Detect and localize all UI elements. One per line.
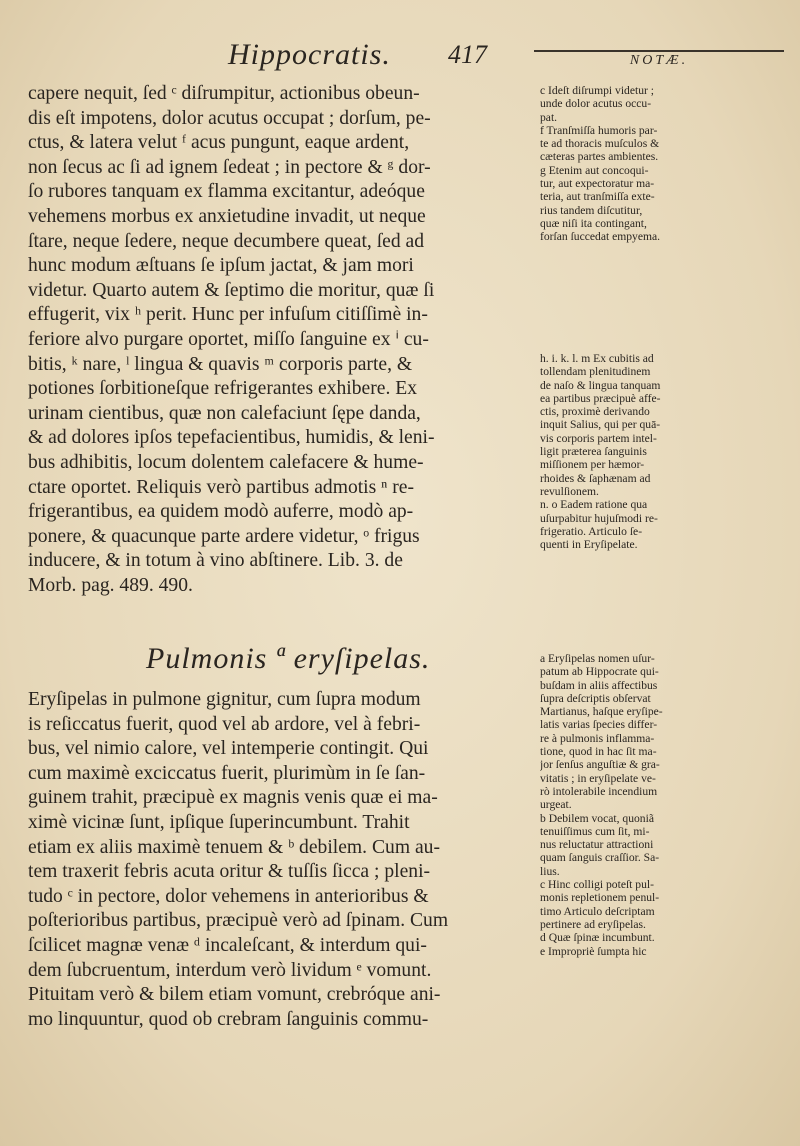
note-line: frigeratio. Articulo ſe- — [540, 524, 643, 538]
note-line: patum ab Hippocrate qui- — [540, 665, 659, 679]
text-line: bus adhibitis, locum dolentem calefacere & hume- — [28, 451, 424, 473]
note-line: rius tandem diſcutitur, — [540, 203, 643, 217]
text-line: ſo rubores tanquam ex flamma excitantur, adeóque — [28, 181, 425, 203]
text-line: & ad dolores ipſos tepefacientibus, humidis, & leni- — [28, 427, 435, 449]
note-line: nus reluctatur attractioni — [540, 838, 654, 852]
page-header — [0, 38, 800, 78]
text-line: effugerit, vix ʰ perit. Hunc per infuſum citiſſimè in- — [28, 304, 428, 326]
text-line: vehemens morbus ex anxietudine invadit, ut neque — [28, 205, 426, 227]
note-line: latis varias ſpecies differ- — [540, 718, 658, 732]
note-line: unde dolor acutus occu- — [540, 97, 652, 111]
note-line: ctis, proximè derivando — [540, 405, 650, 419]
note-line: miſſionem per hæmor- — [540, 458, 645, 472]
text-line: dis eſt impotens, dolor acutus occupat ; dorſum, pe- — [28, 107, 431, 129]
note-line: teria, aut tranſmiſſa exte- — [540, 190, 655, 204]
text-line: tudo ᶜ in pectore, dolor vehemens in anterioribus & — [28, 885, 429, 907]
text-line: frigerantibus, ea quidem modò auferre, modò ap- — [28, 501, 414, 523]
main-text-block-2 — [28, 688, 536, 1032]
text-line: capere nequit, ſed ᶜ diſrumpitur, actionibus obeun- — [28, 83, 420, 104]
note-line: quæ niſi ita contingant, — [540, 216, 647, 230]
note-line: monis repletionem penul- — [540, 891, 660, 905]
note-line: timo Articulo deſcriptam — [540, 904, 655, 918]
text-line: dem ſubcruentum, interdum verò lividum ᵉ vomunt. — [28, 959, 432, 981]
text-line: Pituitam verò & bilem etiam vomunt, crebróque ani- — [28, 984, 441, 1006]
text-line: Eryſipelas in pulmone gignitur, cum ſupra modum — [28, 689, 421, 710]
text-line: mo linquuntur, quod ob crebram ſanguinis commu- — [28, 1008, 429, 1030]
note-line: vitatis ; in eryſipelate ve- — [540, 771, 656, 785]
note-line: forſan ſuccedat empyema. — [540, 230, 661, 244]
note-line: quam ſanguis craſſior. Sa- — [540, 851, 660, 865]
note-line: revulſionem. — [540, 484, 599, 498]
note-line: tur, aut expectoratur ma- — [540, 177, 655, 191]
text-line: ponere, & quacunque parte ardere videtur, ᵒ frigus — [28, 525, 420, 547]
text-line: etiam ex aliis maximè tenuem & ᵇ debilem. Cum au- — [28, 836, 440, 858]
text-line: ſcilicet magnæ venæ ᵈ incaleſcant, & interdum qui- — [28, 934, 427, 956]
text-line: ximè vicinæ ſunt, ipſique ſuperincumbunt. Trahit — [28, 811, 410, 833]
text-line: Morb. pag. 489. 490. — [28, 574, 193, 596]
text-line: ctus, & latera velut ᶠ acus pungunt, eaque ardent, — [28, 132, 410, 154]
note-line: n. o Eadem ratione qua — [540, 498, 648, 512]
text-line: hunc modum æſtuans ſe ipſum jactat, & jam mori — [28, 255, 414, 277]
note-line: c Ideſt diſrumpi videtur ; — [540, 84, 654, 97]
note-line: lius. — [540, 864, 560, 878]
text-line: cum maximè exciccatus fuerit, plurimùm in ſe ſan- — [28, 762, 426, 784]
text-line: potiones ſorbitioneſque refrigerantes exhibere. Ex — [28, 378, 418, 400]
note-line: rò intolerabile incendium — [540, 784, 658, 798]
notes-block-3 — [540, 652, 794, 958]
note-line: b Debilem vocat, quoniã — [540, 811, 654, 825]
note-line: ea partibus præcipuè affe- — [540, 391, 661, 405]
note-line: quenti in Eryſipelate. — [540, 538, 638, 552]
text-line: videtur. Quarto autem & ſeptimo die moritur, quæ ſi — [28, 279, 435, 301]
text-line: non ſecus ac ſi ad ignem ſedeat ; in pectore & ᵍ dor- — [28, 156, 431, 178]
note-line: te ad thoracis muſculos & — [540, 137, 660, 151]
note-line: ligit prætereа ſanguinis — [540, 445, 647, 459]
note-line: vis corporis partem intel- — [540, 431, 657, 445]
note-line: jor ſenſus anguſtiæ & gra- — [540, 758, 660, 772]
text-line: feriore alvo purgare oportet, miſſo ſanguine ex ⁱ cu- — [28, 328, 429, 350]
text-line: urinam cientibus, quæ non calefaciunt ſępe danda, — [28, 402, 421, 424]
text-line: is reſiccatus fuerit, quod vel ab ardore, vel à febri- — [28, 713, 421, 735]
note-line: uſurpabitur hujuſmodi re- — [540, 511, 658, 525]
note-line: h. i. k. l. m Ex cubitis ad — [540, 352, 654, 365]
note-line: c Hinc colligi poteſt pul- — [540, 878, 654, 892]
text-line: bus, vel nimio calore, vel intemperie contingit. Qui — [28, 738, 429, 760]
note-line: de naſo & lingua tanquam — [540, 378, 661, 392]
notes-block-2 — [540, 352, 794, 551]
page-number: 417 — [448, 40, 487, 69]
note-line: a Eryſipelas nomen uſur- — [540, 652, 655, 665]
note-line: rhoides & ſaphænam ad — [540, 471, 651, 485]
note-line: buſdam in aliis affectibus — [540, 678, 658, 692]
note-line: d Quæ ſpinæ incumbunt. — [540, 931, 655, 945]
section-title: Pulmonis ª eryſipelas. — [146, 642, 431, 675]
note-line: g Etenim aut concoqui- — [540, 163, 649, 177]
running-head: Hippocratis. — [228, 38, 391, 71]
note-line: pertinere ad eryſipelas. — [540, 917, 646, 931]
notes-heading: NOTÆ. — [534, 50, 784, 69]
note-line: inquit Salius, qui per quā- — [540, 418, 661, 432]
note-line: Martianus, haſque eryſipe- — [540, 705, 663, 719]
text-line: inducere, & in totum à vino abſtinere. Lib. 3. de — [28, 550, 403, 572]
note-line: tione, quod in hac ſit ma- — [540, 745, 657, 759]
text-line: ſtare, neque ſedere, neque decumbere queat, ſed ad — [28, 230, 425, 252]
note-line: tenuiſſimus cum ſit, mi- — [540, 824, 650, 838]
text-line: guinem trahit, præcipuè ex magnis venis quæ ei ma- — [28, 787, 438, 809]
main-text-block-1 — [28, 82, 536, 598]
note-line: pat. — [540, 110, 558, 124]
notes-block-1 — [540, 84, 794, 244]
note-line: cæteras partes ambientes. — [540, 150, 659, 164]
text-line: poſterioribus partibus, præcipuè verò ad ſpinam. Cum — [28, 910, 449, 932]
note-line: tollendam plenitudinem — [540, 365, 651, 379]
text-line: ctare oportet. Reliquis verò partibus admotis ⁿ re- — [28, 476, 414, 498]
note-line: e Impropriè ſumpta hic — [540, 944, 647, 958]
note-line: urgeat. — [540, 798, 572, 812]
text-line: bitis, ᵏ nare, ˡ lingua & quavis ᵐ corporis parte, & — [28, 353, 413, 375]
text-line: tem traxerit febris acuta oritur & tuſſis ſicca ; pleni- — [28, 861, 431, 883]
note-line: ſupra deſcriptis obſervat — [540, 691, 651, 705]
note-line: re à pulmonis inflamma- — [540, 731, 655, 745]
note-line: f Tranſmiſſa humoris par- — [540, 123, 658, 137]
